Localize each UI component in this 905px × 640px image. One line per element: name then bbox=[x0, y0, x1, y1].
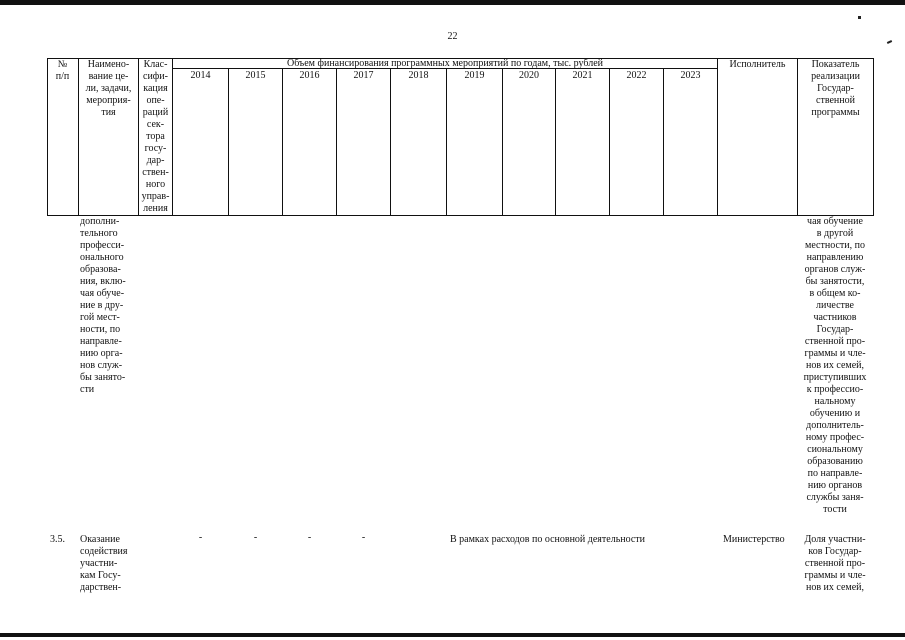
table-rule bbox=[390, 68, 391, 216]
top-border bbox=[0, 0, 905, 5]
table-header bbox=[47, 58, 874, 216]
header-funding: Объем финансирования программных мероприятий по годам, тыс. рублей bbox=[286, 58, 603, 69]
dash-2015: - bbox=[253, 532, 258, 543]
dash-2017: - bbox=[361, 532, 366, 543]
table-rule bbox=[717, 58, 718, 216]
table-rule bbox=[609, 68, 610, 216]
table-rule bbox=[172, 58, 173, 216]
header-year: 2023 bbox=[680, 70, 701, 81]
header-year: 2014 bbox=[190, 70, 211, 81]
header-year: 2015 bbox=[245, 70, 266, 81]
table-rule bbox=[663, 68, 664, 216]
table-rule bbox=[336, 68, 337, 216]
header-indicator: Показатель реализации Государ- ственной программы bbox=[811, 59, 860, 118]
table-rule bbox=[228, 68, 229, 216]
header-year: 2019 bbox=[464, 70, 485, 81]
executor-cell: Министерство bbox=[723, 534, 785, 545]
header-executor: Исполнитель bbox=[729, 59, 786, 70]
dash-2016: - bbox=[307, 532, 312, 543]
row-number: 3.5. bbox=[50, 534, 65, 545]
dash-2014: - bbox=[198, 532, 203, 543]
table-rule bbox=[502, 68, 503, 216]
header-year: 2018 bbox=[408, 70, 429, 81]
continued-indicator-cell: чая обучение в другой местности, по направлению органов служ- бы занятости, в общем ко- личестве частников Государ- ственной про- граммы и чле- нов их семей, приступивших к профессио- нальному обучению и дополнитель- ному профес- сиональному образованию по направле- нию органов службы заня- тости bbox=[803, 216, 867, 515]
header-classification: Клас- сифи- кация опе- раций сек- тора госу- дар- ствен- ного управ- ления bbox=[141, 59, 170, 214]
table-rule bbox=[282, 68, 283, 216]
continued-name-cell: дополни- тельного професси- онального образова- ния, вклю- чая обуче- ние в дру- гой мест- ности, по направле- нию орга- нов служ- бы занято- сти bbox=[80, 216, 126, 395]
row-name-cell: Оказание содействия участни- кам Госу- дарствен- bbox=[80, 534, 128, 593]
page-number: 22 bbox=[447, 31, 458, 42]
indicator-cell: Доля участни- ков Государ- ственной про- граммы и чле- нов их семей, bbox=[804, 534, 866, 593]
header-year: 2021 bbox=[572, 70, 593, 81]
scan-speck bbox=[858, 16, 861, 19]
header-year: 2017 bbox=[353, 70, 374, 81]
table-rule bbox=[446, 68, 447, 216]
bottom-border bbox=[0, 633, 905, 637]
header-year: 2022 bbox=[626, 70, 647, 81]
header-num: № п/п bbox=[55, 59, 70, 82]
header-year: 2020 bbox=[519, 70, 539, 81]
header-year: 2016 bbox=[299, 70, 320, 81]
table-rule bbox=[555, 68, 556, 216]
funding-note: В рамках расходов по основной деятельности bbox=[450, 534, 646, 545]
header-name: Наимено- вание це- ли, задачи, мероприя- тия bbox=[85, 59, 132, 118]
table-rule bbox=[873, 58, 874, 216]
